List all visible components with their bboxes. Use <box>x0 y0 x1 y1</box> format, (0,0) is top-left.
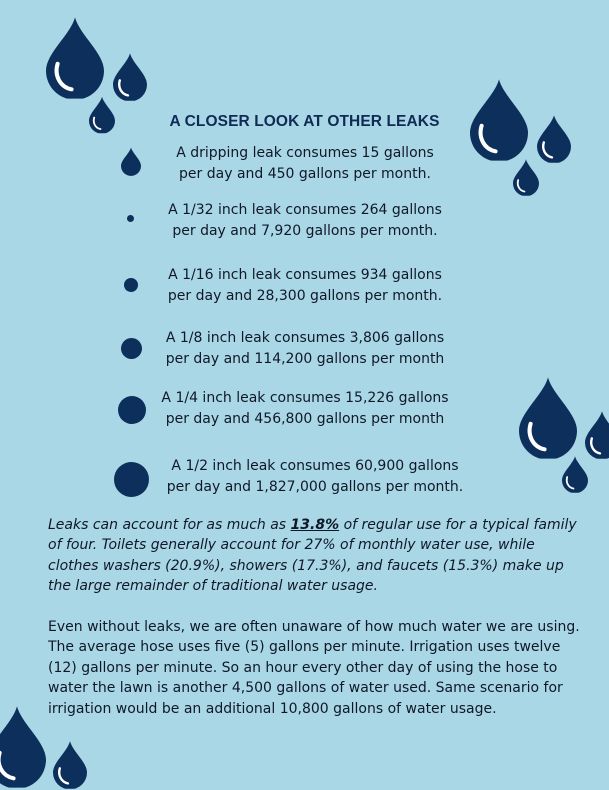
leak-size-dot-1-2 <box>114 462 149 497</box>
paragraph-text: Leaks can account for as much as <box>48 517 291 533</box>
leak-line: A 1/16 inch leak consumes 934 gallons <box>168 267 442 283</box>
water-drop-icon <box>513 159 539 196</box>
leak-line: per day and 114,200 gallons per month <box>165 350 445 367</box>
leak-share-paragraph <box>48 515 588 597</box>
leak-size-dot-1-16 <box>124 278 138 292</box>
water-drop-icon <box>585 410 609 460</box>
leak-line: per day and 450 gallons per month. <box>179 165 431 182</box>
leak-line: per day and 7,920 gallons per month. <box>172 222 438 239</box>
leak-item <box>155 200 455 241</box>
leak-line: per day and 456,800 gallons per month <box>165 410 445 427</box>
water-drop-icon <box>113 52 147 102</box>
leak-item <box>155 388 455 429</box>
highlight-percentage: 13.8% <box>290 517 340 533</box>
leak-line: A 1/8 inch leak consumes 3,806 gallons <box>165 330 445 346</box>
hose-usage-paragraph: Even without leaks, we are often unaware of how much water we are using. The average hose uses five (5) gallons per minute. Irrigation uses twelve (12) gallons per minute. So an hour every other day of using the hose to water the lawn is another 4,500 gallons of water used. Same scenario for irrigation would be an additional 10,800 gallons of water usage. <box>48 619 580 717</box>
leak-item <box>155 328 455 369</box>
leak-line: A 1/4 inch leak consumes 15,226 gallons <box>161 390 449 406</box>
paragraph-text: of regular use for a typical family of four. Toilets generally account for 27% of monthly water use, while clothes washers (20.9%), showers (17.3%), and faucets (15.3%) make up the large remainder of traditional water usage. <box>48 517 577 595</box>
water-drop-icon <box>519 377 577 459</box>
leak-size-dot-1-8 <box>121 338 142 359</box>
leak-size-dot-1-32 <box>127 215 134 222</box>
water-drop-icon <box>53 740 87 790</box>
water-drop-icon <box>0 706 46 788</box>
leak-size-dot-1-4 <box>118 396 146 424</box>
leak-line: per day and 1,827,000 gallons per month. <box>166 478 464 495</box>
leak-line: A 1/32 inch leak consumes 264 gallons <box>168 202 442 218</box>
leak-item <box>155 456 475 497</box>
water-drop-icon <box>562 456 588 493</box>
leak-line: A 1/2 inch leak consumes 60,900 gallons <box>171 458 459 474</box>
water-drop-icon <box>46 17 104 99</box>
leak-line: per day and 28,300 gallons per month. <box>167 287 443 304</box>
leak-item <box>155 143 455 184</box>
leak-item <box>155 265 455 306</box>
dripping-drop-icon <box>121 146 141 177</box>
page-title: A CLOSER LOOK AT OTHER LEAKS <box>169 113 440 130</box>
leak-line: A dripping leak consumes 15 gallons <box>176 145 434 161</box>
